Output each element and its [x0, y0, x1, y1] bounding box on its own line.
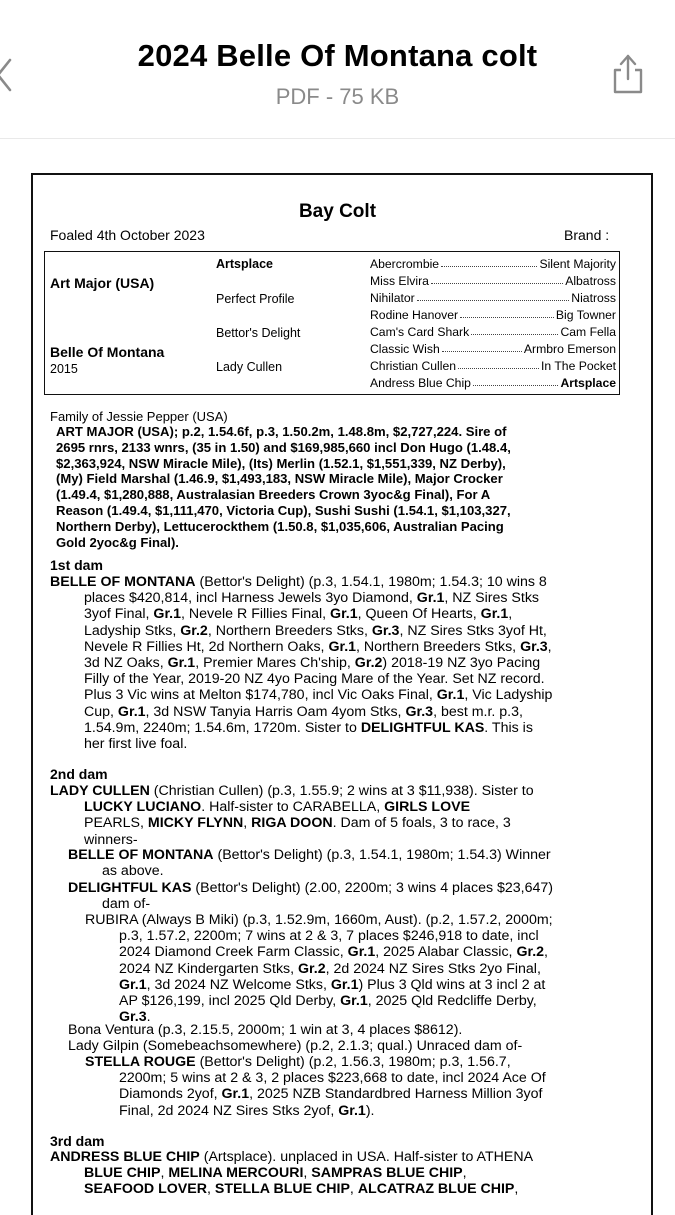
text-line: Gr.3. [119, 1009, 151, 1026]
text-line: 2024 NZ Kindergarten Stks, Gr.2, 2d 2024 NZ Sires Stks 2yo Final, [119, 960, 541, 977]
text-line: 2695 rnrs, 2133 wnrs, (35 in 1.50) and $169,985,660 incl Don Hugo (1.48.4, [56, 439, 511, 455]
text-line: (1.49.4, $1,280,888, Australasian Breeders Crown 3yoc&g Final), For A [56, 487, 491, 503]
text-line: (My) Field Marshal (1.46.9, $1,493,183, NSW Miracle Mile), Major Crocker [56, 471, 503, 487]
text-line: Nevele R Fillies Ht, 2d Northern Oaks, Gr.1, Northern Breeders Stks, Gr.3, [84, 638, 552, 655]
ggp-right: Albatross [565, 274, 616, 288]
great-grandparent-row [370, 291, 616, 305]
document-title: 2024 Belle Of Montana colt [137, 38, 538, 73]
foaled-date: Foaled 4th October 2023 [50, 227, 205, 243]
text-line: AP $126,199, incl 2025 Qld Derby, Gr.1, 2025 Qld Redcliffe Derby, [119, 993, 537, 1010]
ggp-left: Nihilator [370, 291, 415, 305]
text-line: DELIGHTFUL KAS (Bettor's Delight) (2.00, 2200m; 3 wins 4 places $23,647) [68, 880, 554, 896]
text-line: 3d NZ Oaks, Gr.1, Premier Mares Ch'ship, Gr.2) 2018-19 NZ 3yo Pacing [84, 655, 541, 672]
share-icon[interactable] [610, 52, 646, 96]
progeny-stella-rouge [85, 1054, 616, 1119]
text-line: BLUE CHIP, MELINA MERCOURI, SAMPRAS BLUE CHIP, [84, 1165, 467, 1182]
dam-name: Belle Of Montana [50, 344, 165, 360]
horse-heading: Bay Colt [298, 201, 377, 222]
text-line: Gold 2yoc&g Final). [56, 534, 179, 550]
text-line: Diamonds 2yof, Gr.1, 2025 NZB Standardbred Harness Million 3yof [119, 1086, 543, 1103]
third-dam-heading: 3rd dam [50, 1133, 105, 1149]
ggp-left: Miss Elvira [370, 274, 429, 288]
text-line: Final, 2d 2024 NZ Sires Stks 2yof, Gr.1). [119, 1102, 375, 1119]
text-line: 1.54.9m, 2240m; 1.54.6m, 1720m. Sister to DELIGHTFUL KAS. This is [84, 719, 533, 736]
text-line: STELLA ROUGE (Bettor's Delight) (p.2, 1.56.3, 1980m; p.3, 1.56.7, [85, 1054, 511, 1070]
ggp-left: Classic Wish [370, 342, 440, 356]
text-line: Filly of the Year, 2019-20 NZ 4yo Pacing Mare of the Year. Set NZ record. [84, 671, 545, 688]
text-line: Lady Gilpin (Somebeachsomewhere) (p.2, 2.1.3; qual.) Unraced dam of- [68, 1038, 523, 1054]
text-line: RUBIRA (Always B Miki) (p.3, 1.52.9m, 1660m, Aust). (p.2, 1.57.2, 2000m; [85, 912, 553, 928]
first-dam-heading: 1st dam [50, 557, 103, 573]
ggp-right: Silent Majority [539, 257, 616, 271]
text-line: places $420,814, incl Harness Jewels 3yo Diamond, Gr.1, NZ Sires Stks [84, 590, 540, 607]
great-grandparent-row [370, 376, 616, 390]
grandparent-4: Lady Cullen [216, 360, 283, 374]
great-grandparent-row [370, 359, 616, 373]
ggp-right: Big Towner [555, 308, 616, 322]
ggp-left: Abercrombie [370, 257, 440, 271]
pdf-viewer[interactable] [0, 138, 675, 1201]
ggp-right: Armbro Emerson [523, 342, 616, 356]
grandparent-3: Bettor's Delight [216, 326, 301, 340]
great-grandparent-row [370, 342, 616, 356]
progeny-delightful-kas [68, 880, 616, 912]
text-line: 2024 Diamond Creek Farm Classic, Gr.1, 2025 Alabar Classic, Gr.2, [119, 944, 548, 961]
family-line: Family of Jessie Pepper (USA) [50, 409, 228, 424]
text-line: LADY CULLEN (Christian Cullen) (p.3, 1.55.9; 2 wins at 3 $11,938). Sister to [50, 783, 534, 799]
progeny-lady-gilpin [68, 1038, 616, 1054]
great-grandparent-row [370, 257, 616, 271]
ggp-right: In The Pocket [541, 359, 616, 373]
text-line: 3yof Final, Gr.1, Nevele R Fillies Final, Gr.1, Queen Of Hearts, Gr.1, [84, 606, 513, 623]
grandparent-2: Perfect Profile [216, 292, 295, 306]
text-line: BELLE OF MONTANA (Bettor's Delight) (p.3, 1.54.1, 1980m; 1.54.3) Winner [68, 847, 551, 863]
sire-name: Art Major (USA) [50, 275, 155, 291]
great-grandparent-row [370, 308, 616, 322]
text-line: ART MAJOR (USA); p.2, 1.54.6f, p.3, 1.50.2m, 1.48.8m, $2,727,224. Sire of [56, 424, 507, 439]
text-line: Plus 3 Vic wins at Melton $174,780, incl Vic Oaks Final, Gr.1, Vic Ladyship [84, 687, 553, 704]
ggp-right: Artsplace [560, 376, 616, 390]
text-line: Reason (1.49.4, $1,111,470, Victoria Cup), Sushi Sushi (1.54.1, $1,103,327, [56, 502, 511, 518]
great-grandparent-row [370, 325, 616, 339]
text-line: as above. [102, 863, 164, 880]
text-line: Bona Ventura (p.3, 2.15.5, 2000m; 1 win at 3, 4 places $8612). [68, 1022, 463, 1038]
third-dam-text [50, 1149, 616, 1198]
text-line: SEAFOOD LOVER, STELLA BLUE CHIP, ALCATRAZ BLUE CHIP, [84, 1181, 519, 1198]
dam-year: 2015 [50, 362, 78, 376]
text-line: Cup, Gr.1, 3d NSW Tanyia Harris Oam 4yom Stks, Gr.3, best m.r. p.3, [84, 703, 523, 720]
ggp-right: Cam Fella [560, 325, 616, 339]
text-line: Northern Derby), Lettucerockthem (1.50.8, $1,035,606, Australian Pacing [56, 518, 504, 534]
first-dam-text [50, 574, 616, 752]
progeny-bona-ventura [68, 1022, 616, 1038]
text-line: her first live foal. [84, 736, 188, 753]
text-line: dam of- [102, 896, 151, 913]
second-dam-text [50, 783, 616, 848]
ggp-left: Rodine Hanover [370, 308, 459, 322]
ggp-left: Christian Cullen [370, 359, 457, 373]
viewer-header [0, 0, 675, 138]
brand-label: Brand : [564, 227, 610, 243]
text-line: BELLE OF MONTANA (Bettor's Delight) (p.3, 1.54.1, 1980m; 1.54.3; 10 wins 8 [50, 574, 547, 590]
text-line: Ladyship Stks, Gr.2, Northern Breeders Stks, Gr.3, NZ Sires Stks 3yof Ht, [84, 622, 547, 639]
ggp-right: Niatross [571, 291, 616, 305]
ggp-left: Andress Blue Chip [370, 376, 471, 390]
pedigree-table [44, 251, 620, 395]
text-line: p.3, 1.57.2, 2200m; 7 wins at 2 & 3, 7 places $246,918 to date, incl [119, 928, 539, 945]
text-line: 2200m; 5 wins at 2 & 3, 2 places $223,668 to date, incl 2024 Ace Of [119, 1070, 546, 1087]
ggp-left: Cam's Card Shark [370, 325, 470, 339]
pdf-page [0, 139, 675, 1201]
document-subtitle: PDF - 75 KB [275, 84, 400, 109]
text-line: $2,363,924, NSW Miracle Mile), (Its) Merlin (1.52.1, $1,551,339, NZ Derby), [56, 455, 506, 471]
progeny-belle-of-montana [68, 847, 616, 879]
second-dam-heading: 2nd dam [50, 766, 108, 782]
text-line: LUCKY LUCIANO. Half-sister to CARABELLA, GIRLS LOVE [84, 799, 471, 816]
text-line: PEARLS, MICKY FLYNN, RIGA DOON. Dam of 5 foals, 3 to race, 3 [84, 815, 511, 832]
text-line: ANDRESS BLUE CHIP (Artsplace). unplaced in USA. Half-sister to ATHENA [50, 1149, 534, 1165]
great-grandparent-row [370, 274, 616, 288]
grandparent-1: Artsplace [216, 257, 273, 271]
progeny-rubira [85, 912, 616, 1025]
text-line: winners- [84, 831, 138, 848]
text-line: Gr.1, 3d 2024 NZ Welcome Stks, Gr.1) Plus 3 Qld wins at 3 incl 2 at [119, 976, 546, 993]
sire-summary [56, 424, 616, 550]
